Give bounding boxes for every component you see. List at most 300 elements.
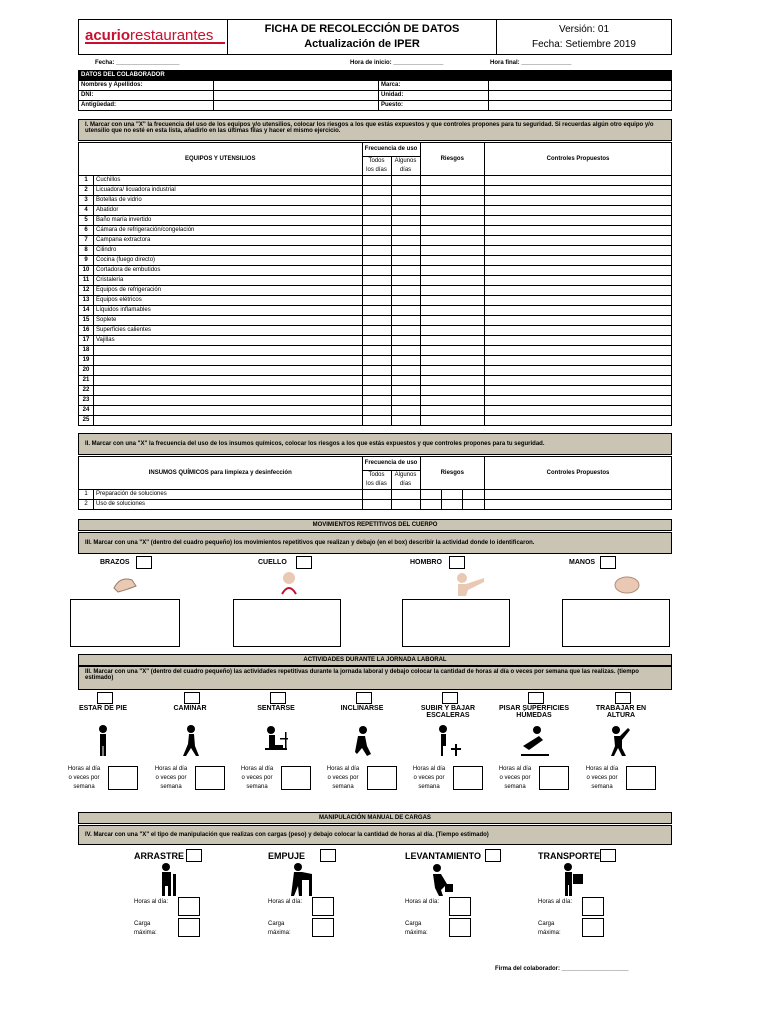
todos-cell[interactable]	[362, 236, 391, 246]
unidad-input[interactable]	[489, 91, 672, 101]
equipo-label: Superficies calientes	[94, 326, 363, 336]
brazos-label: BRAZOS	[100, 559, 130, 566]
equipos-table	[78, 142, 672, 426]
section3-title: MOVIMIENTOS REPETITIVOS DEL CUERPO	[78, 519, 672, 531]
section3-instruction: III. Marcar con una "X" (dentro del cuadro pequeño) los movimientos repetitivos que realizan y debajo (en el box) describir la actividad donde lo identificaron.	[78, 532, 672, 554]
carry-icon	[560, 862, 588, 901]
controles-cell[interactable]	[485, 306, 672, 316]
colaborador-title: DATOS DEL COLABORADOR	[79, 71, 672, 81]
carga-max-label: Carga máxima:	[405, 921, 428, 936]
table-row	[79, 356, 672, 366]
algunos-cell[interactable]	[391, 396, 420, 406]
table-row	[79, 346, 672, 356]
algunos-cell[interactable]	[391, 326, 420, 336]
col-equipos: EQUIPOS Y UTENSILIOS	[79, 143, 363, 176]
row-number: 14	[79, 306, 94, 316]
algunos-cell[interactable]	[391, 316, 420, 326]
table-row	[79, 366, 672, 376]
brazos-box[interactable]	[70, 599, 180, 647]
shoulder-icon	[452, 570, 486, 596]
equipo-label: Equipos de refrigeración	[94, 286, 363, 296]
controles-cell[interactable]	[485, 266, 672, 276]
algunos-cell[interactable]	[391, 256, 420, 266]
col-controles-2: Controles Propuestos	[485, 457, 672, 490]
algunos-cell[interactable]	[391, 386, 420, 396]
horas-input[interactable]	[178, 897, 200, 916]
algunos-cell[interactable]	[391, 186, 420, 196]
algunos-cell[interactable]	[391, 206, 420, 216]
section1-instruction: I. Marcar con una "X" la frecuencia del uso de los equipos y/o utensilios, colocar los riesgos a los que estás expuestos y que controles propones para tu seguridad. Si recuerdas algún otro equipo y/o utensilio que no esté en esta lista, añadirlo en las últimas filas y hacer el mismo ejercicio.	[78, 119, 672, 141]
row-number: 5	[79, 216, 94, 226]
riesgos-cell[interactable]	[420, 186, 485, 196]
equipo-label: Cuchillos	[94, 176, 363, 186]
activity-checkbox[interactable]	[184, 692, 200, 704]
table-row: 1 Preparación de soluciones	[79, 490, 672, 500]
hours-label: Horas al día o veces por semana	[498, 766, 532, 790]
logo-cell	[79, 20, 228, 55]
puesto-input[interactable]	[489, 101, 672, 111]
row-number: 19	[79, 356, 94, 366]
activity-label: INCLINARSE	[340, 705, 384, 712]
algunos-cell[interactable]	[391, 376, 420, 386]
insumo-label: Preparación de soluciones	[94, 490, 363, 500]
todos-cell[interactable]	[362, 256, 391, 266]
dni-input[interactable]	[214, 91, 379, 101]
algunos-cell[interactable]	[391, 356, 420, 366]
activity-label: TRABAJAR EN ALTURA	[595, 705, 647, 719]
row-number: 9	[79, 256, 94, 266]
riesgos-cell[interactable]	[420, 406, 485, 416]
equipo-label[interactable]	[94, 376, 363, 386]
horas-input[interactable]	[312, 897, 334, 916]
activity-checkbox[interactable]	[270, 692, 286, 704]
table-row	[79, 206, 672, 216]
row-number: 13	[79, 296, 94, 306]
carga-max-label: Carga máxima:	[134, 921, 157, 936]
row-number: 11	[79, 276, 94, 286]
row-number: 8	[79, 246, 94, 256]
riesgos-cell[interactable]	[420, 346, 485, 356]
section5-instruction: IV. Marcar con una "X" el tipo de manipulación que realizas con cargas (peso) y debajo colocar la cantidad de horas al día. (Tiempo estimado)	[78, 825, 672, 845]
manos-checkbox[interactable]	[600, 556, 616, 569]
drag-icon	[156, 862, 184, 901]
table-row: 2 Uso de soluciones	[79, 500, 672, 510]
carga-checkbox[interactable]	[186, 849, 202, 862]
stand-icon	[88, 724, 120, 763]
horas-label: Horas al día:	[405, 899, 440, 905]
section4-instruction: III. Marcar con una "X" (dentro del cuadro pequeño) las actividades repetitivas durante la jornada laboral y debajo colocar la cantidad de horas al día o veces por semana que las realizas. (tiempo estimado)	[78, 666, 672, 690]
algunos-cell[interactable]	[391, 176, 420, 186]
carga-max-label: Carga máxima:	[268, 921, 291, 936]
equipo-label: Cortadora de embutidos	[94, 266, 363, 276]
hours-input[interactable]	[453, 766, 483, 790]
riesgos-cell[interactable]	[420, 296, 485, 306]
activity-checkbox[interactable]	[97, 692, 113, 704]
todos-cell[interactable]	[362, 346, 391, 356]
col-frecuencia-2: Frecuencia de uso	[362, 457, 420, 471]
controles-cell[interactable]	[485, 346, 672, 356]
algunos-cell[interactable]	[391, 246, 420, 256]
riesgos-cell[interactable]	[420, 206, 485, 216]
riesgos-cell[interactable]	[420, 416, 485, 426]
hours-input[interactable]	[281, 766, 311, 790]
col-controles: Controles Propuestos	[485, 143, 672, 176]
carga-checkbox[interactable]	[600, 849, 616, 862]
antiguedad-input[interactable]	[214, 101, 379, 111]
todos-cell[interactable]	[362, 286, 391, 296]
hours-label: Horas al día o veces por semana	[154, 766, 188, 790]
todos-cell[interactable]	[362, 206, 391, 216]
activity-checkbox[interactable]	[442, 692, 458, 704]
hombro-box[interactable]	[402, 599, 510, 647]
riesgos-cell[interactable]	[420, 286, 485, 296]
equipo-label: Cámara de refrigeración/congelación	[94, 226, 363, 236]
hours-input[interactable]	[367, 766, 397, 790]
manos-box[interactable]	[562, 599, 670, 647]
height-icon	[606, 724, 638, 763]
wet-floor-icon	[519, 724, 551, 763]
row-number: 10	[79, 266, 94, 276]
controles-cell[interactable]	[485, 356, 672, 366]
equipo-label[interactable]	[94, 396, 363, 406]
algunos-cell[interactable]	[391, 266, 420, 276]
insumos-table	[78, 456, 672, 510]
brazos-checkbox[interactable]	[136, 556, 152, 569]
row-number: 2	[79, 186, 94, 196]
controles-cell[interactable]	[485, 316, 672, 326]
table-row	[79, 186, 672, 196]
riesgos-cell[interactable]	[420, 396, 485, 406]
row-number: 24	[79, 406, 94, 416]
equipo-label: Licuadora/ licuadora industrial	[94, 186, 363, 196]
equipo-label[interactable]	[94, 366, 363, 376]
todos-cell[interactable]	[362, 366, 391, 376]
row-number: 22	[79, 386, 94, 396]
table-row	[79, 276, 672, 286]
hours-input[interactable]	[626, 766, 656, 790]
marca-input[interactable]	[489, 81, 672, 91]
equipo-label: Botellas de vidrio	[94, 196, 363, 206]
equipo-label[interactable]	[94, 416, 363, 426]
controles-cell[interactable]	[485, 406, 672, 416]
algunos-cell[interactable]	[391, 346, 420, 356]
todos-cell[interactable]	[362, 386, 391, 396]
table-row	[79, 296, 672, 306]
horas-label: Horas al día:	[134, 899, 169, 905]
activity-label: ESTAR DE PIE	[78, 705, 128, 712]
puesto-label: Puesto:	[379, 101, 489, 111]
todos-cell[interactable]	[362, 316, 391, 326]
equipo-label: Líquidos inflamables	[94, 306, 363, 316]
hours-input[interactable]	[108, 766, 138, 790]
table-row	[79, 266, 672, 276]
equipo-label[interactable]	[94, 356, 363, 366]
riesgos-cell[interactable]	[420, 176, 485, 186]
row-number: 18	[79, 346, 94, 356]
col-insumos: INSUMOS QUÍMICOS para limpieza y desinfección	[79, 457, 363, 490]
carga-checkbox[interactable]	[320, 849, 336, 862]
todos-cell[interactable]	[362, 276, 391, 286]
lift-icon	[427, 862, 455, 901]
algunos-cell[interactable]	[391, 416, 420, 426]
controles-cell[interactable]	[485, 276, 672, 286]
carga-label: LEVANTAMIENTO	[405, 851, 481, 861]
row-number: 20	[79, 366, 94, 376]
hora-inicio-field[interactable]: Hora de inicio: _______________	[350, 60, 444, 66]
arm-icon	[110, 570, 140, 596]
carga-max-input[interactable]	[449, 918, 471, 937]
equipo-label: Baño maría invertido	[94, 216, 363, 226]
table-row	[79, 396, 672, 406]
table-row	[79, 286, 672, 296]
riesgos-cell[interactable]	[420, 236, 485, 246]
col-algunos-2: Algunos días	[391, 471, 420, 490]
push-icon	[290, 862, 318, 901]
row-number: 12	[79, 286, 94, 296]
hours-label: Horas al día o veces por semana	[412, 766, 446, 790]
algunos-cell[interactable]	[391, 236, 420, 246]
header-table	[78, 19, 672, 55]
antiguedad-label: Antigüedad:	[79, 101, 214, 111]
col-todos-2: Todos los días	[362, 471, 391, 490]
riesgos-cell[interactable]	[420, 316, 485, 326]
equipo-label: Campana extractora	[94, 236, 363, 246]
neck-icon	[274, 570, 304, 596]
riesgos-cell[interactable]	[420, 306, 485, 316]
todos-cell[interactable]	[362, 326, 391, 336]
controles-cell[interactable]	[485, 236, 672, 246]
controles-cell[interactable]	[485, 206, 672, 216]
controles-cell[interactable]	[485, 376, 672, 386]
carga-max-label: Carga máxima:	[538, 921, 561, 936]
algunos-cell[interactable]	[391, 286, 420, 296]
col-riesgos-2: Riesgos	[420, 457, 485, 490]
controles-cell[interactable]	[485, 226, 672, 236]
algunos-cell[interactable]	[391, 296, 420, 306]
table-row	[79, 336, 672, 346]
form-title: FICHA DE RECOLECCIÓN DE DATOS Actualización de IPER	[228, 20, 497, 55]
controles-cell[interactable]	[485, 296, 672, 306]
riesgos-cell[interactable]	[420, 246, 485, 256]
unidad-label: Unidad:	[379, 91, 489, 101]
nombres-label: Nombres y Apellidos:	[79, 81, 214, 91]
carga-max-input[interactable]	[178, 918, 200, 937]
activity-checkbox[interactable]	[356, 692, 372, 704]
hora-final-field[interactable]: Hora final: _______________	[490, 60, 572, 66]
riesgos-cell[interactable]	[420, 226, 485, 236]
activity-label: SUBIR Y BAJAR ESCALERAS	[420, 705, 476, 719]
firma-field[interactable]: Firma del colaborador: ____________________	[495, 966, 629, 972]
stairs-icon	[433, 724, 465, 763]
todos-cell[interactable]	[362, 216, 391, 226]
equipo-label: Soplete	[94, 316, 363, 326]
table-row	[79, 306, 672, 316]
riesgos-cell[interactable]	[420, 376, 485, 386]
sit-icon	[261, 724, 293, 763]
row-number: 17	[79, 336, 94, 346]
todos-cell[interactable]	[362, 226, 391, 236]
row-number: 25	[79, 416, 94, 426]
controles-cell[interactable]	[485, 396, 672, 406]
equipo-label: Equipos elétricos	[94, 296, 363, 306]
dni-label: DNI:	[79, 91, 214, 101]
todos-cell[interactable]	[362, 266, 391, 276]
activity-checkbox[interactable]	[615, 692, 631, 704]
section5-title: MANIPULACIÓN MANUAL DE CARGAS	[78, 812, 672, 824]
row-number: 15	[79, 316, 94, 326]
cuello-checkbox[interactable]	[296, 556, 312, 569]
horas-label: Horas al día:	[268, 899, 303, 905]
controles-cell[interactable]	[485, 386, 672, 396]
table-row	[79, 316, 672, 326]
riesgos-cell[interactable]	[420, 326, 485, 336]
controles-cell[interactable]	[485, 176, 672, 186]
hours-label: Horas al día o veces por semana	[67, 766, 101, 790]
todos-cell[interactable]	[362, 416, 391, 426]
horas-input[interactable]	[449, 897, 471, 916]
row-number: 16	[79, 326, 94, 336]
controles-cell[interactable]	[485, 246, 672, 256]
marca-label: Marca:	[379, 81, 489, 91]
brand-logo: acuriorestaurantes	[85, 26, 214, 44]
hours-input[interactable]	[195, 766, 225, 790]
equipo-label[interactable]	[94, 346, 363, 356]
controles-cell[interactable]	[485, 186, 672, 196]
algunos-cell[interactable]	[391, 406, 420, 416]
cuello-box[interactable]	[233, 599, 341, 647]
row-number: 21	[79, 376, 94, 386]
hours-label: Horas al día o veces por semana	[240, 766, 274, 790]
controles-cell[interactable]	[485, 196, 672, 206]
controles-cell[interactable]	[485, 216, 672, 226]
table-row	[79, 176, 672, 186]
todos-cell[interactable]	[362, 196, 391, 206]
algunos-cell[interactable]	[391, 276, 420, 286]
carga-label: ARRASTRE	[134, 851, 185, 861]
equipo-label: Abatidor	[94, 206, 363, 216]
riesgos-cell[interactable]	[420, 356, 485, 366]
activity-label: PISAR SUPERFICIES HÚMEDAS	[498, 705, 569, 719]
table-row	[79, 246, 672, 256]
table-row	[79, 416, 672, 426]
riesgos-cell[interactable]	[420, 336, 485, 346]
algunos-cell[interactable]	[391, 306, 420, 316]
equipo-label[interactable]	[94, 406, 363, 416]
row-number: 23	[79, 396, 94, 406]
table-row	[79, 216, 672, 226]
activity-checkbox[interactable]	[528, 692, 544, 704]
todos-cell[interactable]	[362, 406, 391, 416]
controles-cell[interactable]	[485, 256, 672, 266]
equipo-label: Cilindro	[94, 246, 363, 256]
row-number: 1	[79, 176, 94, 186]
horas-input[interactable]	[582, 897, 604, 916]
riesgos-cell[interactable]	[420, 266, 485, 276]
section2-instruction: II. Marcar con una "X" la frecuencia del uso de los insumos químicos, colocar los riesgos a los que estás expuestos y que controles propones para tu seguridad.	[78, 433, 672, 455]
algunos-cell[interactable]	[391, 216, 420, 226]
insumo-label: Uso de soluciones	[94, 500, 363, 510]
riesgos-cell[interactable]	[420, 216, 485, 226]
riesgos-cell[interactable]	[420, 256, 485, 266]
hombro-checkbox[interactable]	[449, 556, 465, 569]
riesgos-cell[interactable]	[420, 366, 485, 376]
row-number: 7	[79, 236, 94, 246]
table-row	[79, 406, 672, 416]
todos-cell[interactable]	[362, 246, 391, 256]
controles-cell[interactable]	[485, 336, 672, 346]
riesgos-cell[interactable]	[420, 196, 485, 206]
carga-label: TRANSPORTE	[538, 851, 601, 861]
table-row	[79, 236, 672, 246]
carga-checkbox[interactable]	[485, 849, 501, 862]
version-cell: Versión: 01 Fecha: Setiembre 2019	[497, 20, 672, 55]
equipo-label: Cocina (fuego directo)	[94, 256, 363, 266]
col-algunos: Algunos días	[391, 157, 420, 176]
colaborador-table	[78, 70, 672, 111]
algunos-cell[interactable]	[391, 366, 420, 376]
todos-cell[interactable]	[362, 336, 391, 346]
manos-label: MANOS	[569, 559, 596, 566]
controles-cell[interactable]	[485, 326, 672, 336]
equipo-label: Cristalería	[94, 276, 363, 286]
algunos-cell[interactable]	[391, 336, 420, 346]
carga-max-input[interactable]	[582, 918, 604, 937]
table-row	[79, 376, 672, 386]
equipo-label[interactable]	[94, 386, 363, 396]
cuello-label: CUELLO	[258, 559, 287, 566]
hand-icon	[612, 570, 642, 596]
todos-cell[interactable]	[362, 176, 391, 186]
bend-icon	[347, 724, 379, 763]
controles-cell[interactable]	[485, 286, 672, 296]
carga-label: EMPUJE	[268, 851, 306, 861]
col-frecuencia: Frecuencia de uso	[362, 143, 420, 157]
horas-label: Horas al día:	[538, 899, 573, 905]
riesgos-cell[interactable]	[420, 276, 485, 286]
table-row	[79, 386, 672, 396]
equipo-label: Vajillas	[94, 336, 363, 346]
algunos-cell[interactable]	[391, 196, 420, 206]
todos-cell[interactable]	[362, 306, 391, 316]
fecha-field[interactable]: Fecha: ___________________	[95, 60, 180, 66]
row-number: 4	[79, 206, 94, 216]
todos-cell[interactable]	[362, 376, 391, 386]
controles-cell[interactable]	[485, 416, 672, 426]
row-number: 6	[79, 226, 94, 236]
hours-label: Horas al día o veces por semana	[585, 766, 619, 790]
hombro-label: HOMBRO	[410, 559, 442, 566]
activity-label: CAMINAR	[173, 705, 207, 712]
col-todos: Todos los días	[362, 157, 391, 176]
todos-cell[interactable]	[362, 186, 391, 196]
table-row	[79, 226, 672, 236]
todos-cell[interactable]	[362, 396, 391, 406]
carga-max-input[interactable]	[312, 918, 334, 937]
nombres-input[interactable]	[214, 81, 379, 91]
algunos-cell[interactable]	[391, 226, 420, 236]
todos-cell[interactable]	[362, 356, 391, 366]
section4-title: ACTIVIDADES DURANTE LA JORNADA LABORAL	[78, 654, 672, 666]
riesgos-cell[interactable]	[420, 386, 485, 396]
activity-label: SENTARSE	[257, 705, 295, 712]
todos-cell[interactable]	[362, 296, 391, 306]
col-riesgos: Riesgos	[420, 143, 485, 176]
controles-cell[interactable]	[485, 366, 672, 376]
walk-icon	[175, 724, 207, 763]
table-row	[79, 196, 672, 206]
hours-input[interactable]	[539, 766, 569, 790]
table-row	[79, 256, 672, 266]
